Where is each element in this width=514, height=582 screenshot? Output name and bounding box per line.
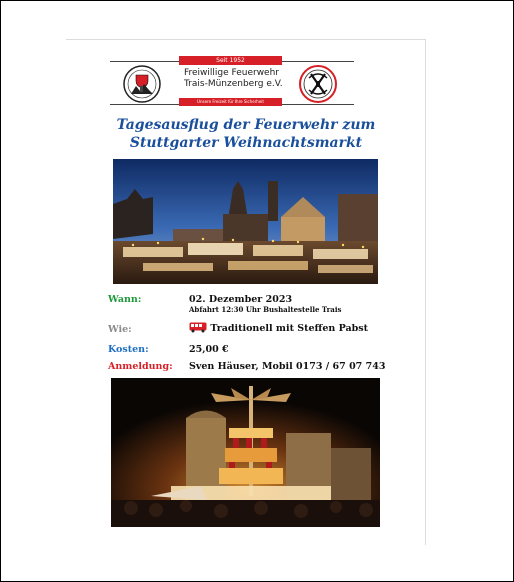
wie-value: Traditionell mit Steffen Pabst — [210, 323, 369, 334]
wann-label: Wann: — [108, 294, 142, 305]
organization-name-line1: Freiwillige Feuerwehr — [184, 68, 280, 78]
christmas-market-photo — [113, 159, 378, 284]
kosten-label: Kosten: — [108, 344, 149, 355]
flyer-title — [86, 116, 406, 152]
organization-name-line2: Trais-Münzenberg e.V. — [184, 79, 283, 89]
wie-value-wrap — [189, 322, 368, 334]
bus-icon — [189, 322, 207, 333]
fire-department-emblem-logo — [298, 64, 338, 104]
motto-banner: Unsere Freizeit für Ihre Sicherheit — [179, 98, 282, 106]
wann-value — [189, 294, 341, 314]
anmeldung-label: Anmeldung: — [108, 361, 173, 372]
wie-label: Wie: — [108, 324, 132, 335]
flyer-page — [66, 39, 426, 545]
organization-name — [184, 68, 284, 90]
fire-brigade-emblem-logo — [122, 64, 162, 104]
flyer-title-line1: Tagesausflug der Feuerwehr zum — [116, 117, 376, 133]
kosten-value: 25,00 € — [189, 344, 229, 355]
christmas-pyramid-photo — [111, 378, 380, 527]
flyer-title-line2: Stuttgarter Weihnachtsmarkt — [129, 135, 363, 151]
anmeldung-value: Sven Häuser, Mobil 0173 / 67 07 743 — [189, 361, 386, 372]
wann-date: 02. Dezember 2023 — [189, 294, 293, 305]
wann-departure: Abfahrt 12:30 Uhr Bushaltestelle Trais — [189, 305, 342, 314]
founded-badge: Seit 1952 — [179, 56, 282, 65]
